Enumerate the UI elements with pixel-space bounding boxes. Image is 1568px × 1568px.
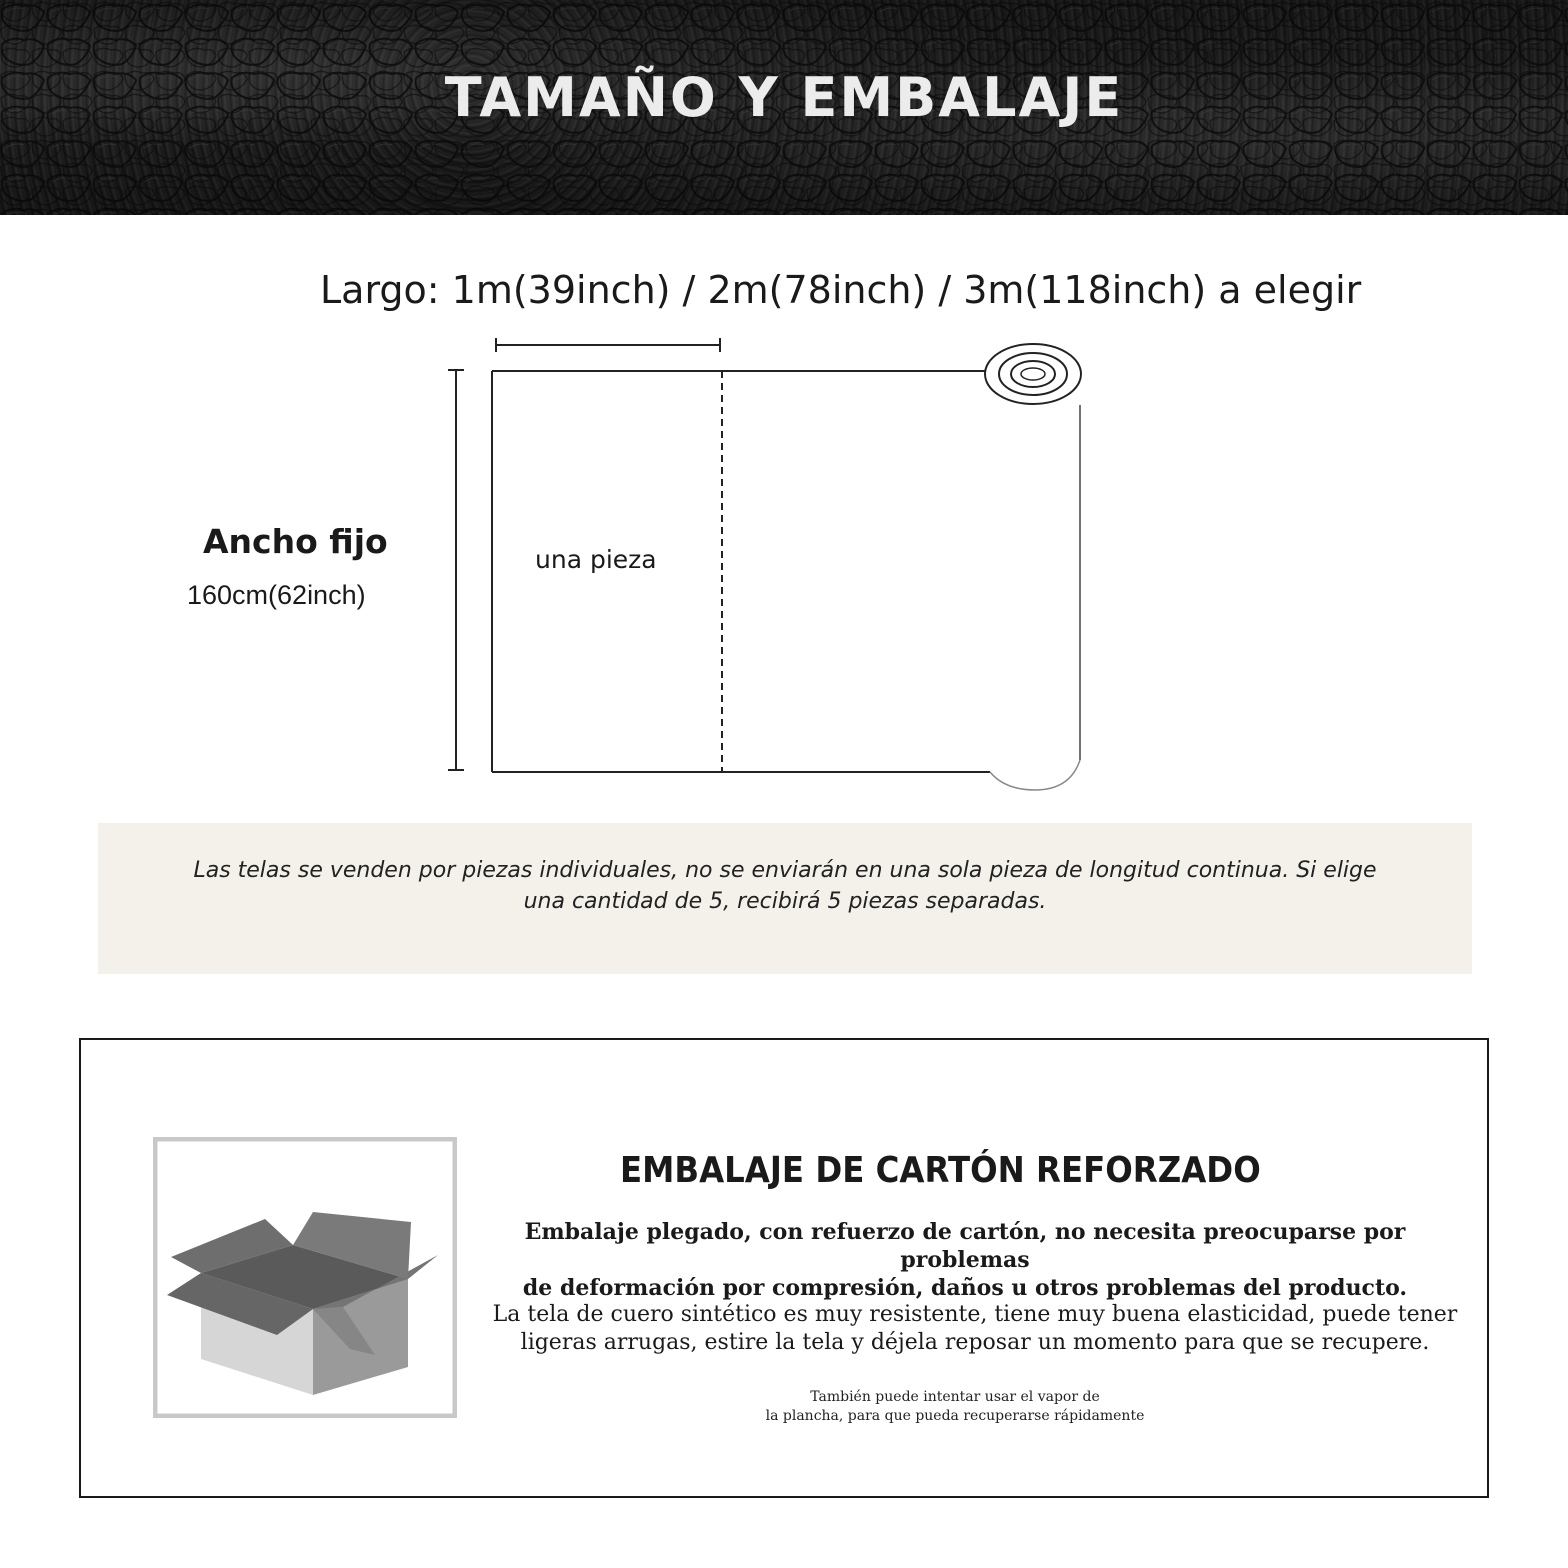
note-line-1: Las telas se venden por piezas individuales, no se enviarán en una sola pieza de longitud continua. Si elige bbox=[193, 858, 1377, 883]
cardboard-box-icon bbox=[153, 1137, 457, 1418]
packaging-title: EMBALAJE DE CARTÓN REFORZADO bbox=[620, 1150, 1261, 1191]
fixed-width-value: 160cm(62inch) bbox=[187, 580, 366, 610]
width-dimension-line bbox=[448, 370, 464, 770]
packaging-bold-line-2: de deformación por compresión, daños u otros problemas del producto. bbox=[522, 1275, 1408, 1301]
fabric-sheet bbox=[492, 371, 1080, 790]
packaging-small-line-2: la plancha, para que pueda recuperarse rápidamente bbox=[765, 1408, 1145, 1424]
pieces-note-text bbox=[98, 855, 1472, 917]
fabric-roll-diagram bbox=[430, 320, 1110, 800]
page-title: TAMAÑO Y EMBALAJE bbox=[444, 66, 1124, 129]
packaging-bold-text bbox=[470, 1218, 1460, 1302]
packaging-small-line-1: También puede intentar usar el vapor de bbox=[810, 1389, 1100, 1405]
header-banner bbox=[0, 0, 1568, 215]
packaging-description bbox=[470, 1301, 1480, 1357]
fixed-width-title: Ancho fijo bbox=[203, 522, 388, 561]
packaging-regular-line-2: ligeras arrugas, estire la tela y déjela reposar un momento para que se recupere. bbox=[520, 1330, 1430, 1355]
packaging-bold-line-1: Embalaje plegado, con refuerzo de cartón, no necesita preocuparse por problemas bbox=[524, 1219, 1406, 1273]
note-line-2: una cantidad de 5, recibirá 5 piezas separadas. bbox=[523, 889, 1047, 914]
fabric-roll-end bbox=[985, 344, 1081, 404]
length-options-text: Largo: 1m(39inch) / 2m(78inch) / 3m(118inch) a elegir bbox=[320, 268, 1362, 312]
packaging-small-note bbox=[700, 1388, 1210, 1426]
piece-label: una pieza bbox=[535, 545, 657, 574]
pieces-note-box bbox=[98, 823, 1472, 974]
length-dimension-line bbox=[496, 338, 720, 352]
packaging-regular-line-1: La tela de cuero sintético es muy resistente, tiene muy buena elasticidad, puede tener bbox=[492, 1302, 1458, 1327]
